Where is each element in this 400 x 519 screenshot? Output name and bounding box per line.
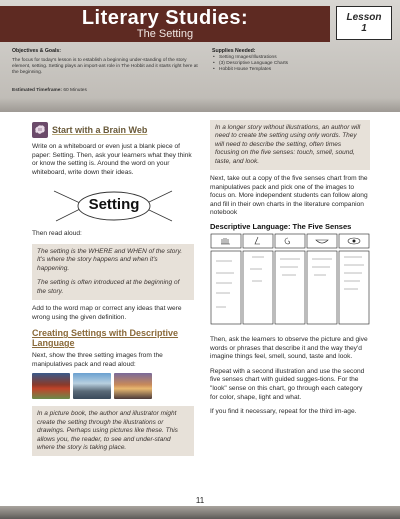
read-aloud-label: Then read aloud:	[32, 230, 82, 238]
five-senses-callout: In a longer story without illustrations, an author will need to create the setting using only words. They will need to describe the setting, often times focusing on the five senses: touch, smell, sound, taste, and look.	[210, 120, 370, 170]
lesson-number: 1	[361, 23, 367, 34]
timeframe-label: Estimated Timeframe:	[12, 88, 63, 93]
supplies-title: Supplies Needed:	[212, 48, 256, 54]
section-brain-web-heading	[32, 120, 194, 140]
observe-text: Then, ask the learners to observe the picture and give words or phrases that describe it and the way they'd imagine things feel, smell, sound, taste and look.	[210, 336, 368, 361]
supply-item: • Setting Images/Illustrations	[212, 55, 392, 61]
definition-note: The setting is often introduced at the beginning of the story.	[37, 279, 180, 295]
web-center-word: Setting	[88, 196, 140, 214]
supplies-block	[212, 48, 392, 74]
lesson-badge	[336, 6, 392, 40]
show-images-text: Next, show the three setting images from the manipulatives pack and read aloud:	[32, 352, 163, 368]
picture-book-callout: In a picture book, the author and illustrator might create the setting through the illustrations or drawings. Perhaps using pictures like these. This allows you, the reader, to see and under-stand where the story is taking place.	[32, 406, 194, 456]
section-brain-web-title: Start with a Brain Web	[52, 125, 148, 135]
setting-images-row	[32, 373, 194, 399]
header-banner	[0, 0, 400, 112]
page-subtitle: The Setting	[136, 28, 194, 40]
supplies-list	[212, 55, 392, 74]
left-column	[32, 120, 194, 456]
footer-band	[0, 506, 400, 519]
chart-instructions: Next, take out a copy of the five senses chart from the manipulatives pack and pick one of the images to focus on. More independent students can follow along and fill in their own charts in the literature companion notebook	[210, 175, 368, 217]
right-column	[210, 120, 370, 417]
timeframe	[12, 88, 87, 93]
brain-web-intro: Write on a whiteboard or even just a blank piece of paper: Setting. Then, ask your learners what they think or know the setting is. Around the word on your whiteboard, write down their ideas.	[32, 143, 192, 176]
section-descriptive-title: Creating Settings with Descriptive Language	[32, 328, 179, 349]
definition-text: The setting is the WHERE and WHEN of the story. It's where the story happens and when it's happening.	[37, 247, 183, 272]
objectives-text: The focus for today's lesson is to establish a beginning under-standing of the story element, setting. Setting plays an import-ant role in The Hobbit and it starts right here at the beginning.	[12, 58, 198, 76]
supply-item: • (3) Descriptive Language Charts	[212, 61, 392, 67]
timeframe-value: 60 Minutes	[63, 88, 87, 93]
title-band	[0, 6, 330, 42]
brain-icon	[32, 122, 48, 138]
definition-callout	[32, 244, 194, 300]
page-number: 11	[195, 496, 205, 505]
senses-chart-title: Descriptive Language: The Five Senses	[210, 222, 352, 231]
five-senses-chart	[210, 233, 370, 325]
objectives-title: Objectives & Goals:	[12, 48, 62, 54]
repeat-text: Repeat with a second illustration and use the second five senses chart with guided sugges-tions. For the "look" sense on this chart, go through each category for color, shape, light and what.	[210, 367, 365, 401]
lesson-label: Lesson	[346, 12, 382, 23]
third-image-text: If you find it necessary, repeat for the third im-age.	[210, 408, 357, 416]
setting-image-1	[32, 373, 70, 399]
setting-image-2	[73, 373, 111, 399]
setting-word-web	[32, 181, 194, 227]
page-title: Literary Studies:	[81, 7, 249, 29]
setting-image-3	[114, 373, 152, 399]
add-to-map-text: Add to the word map or correct any ideas that were wrong using the given definition.	[32, 305, 182, 321]
supply-item: • Hobbit House Templates	[212, 67, 392, 73]
